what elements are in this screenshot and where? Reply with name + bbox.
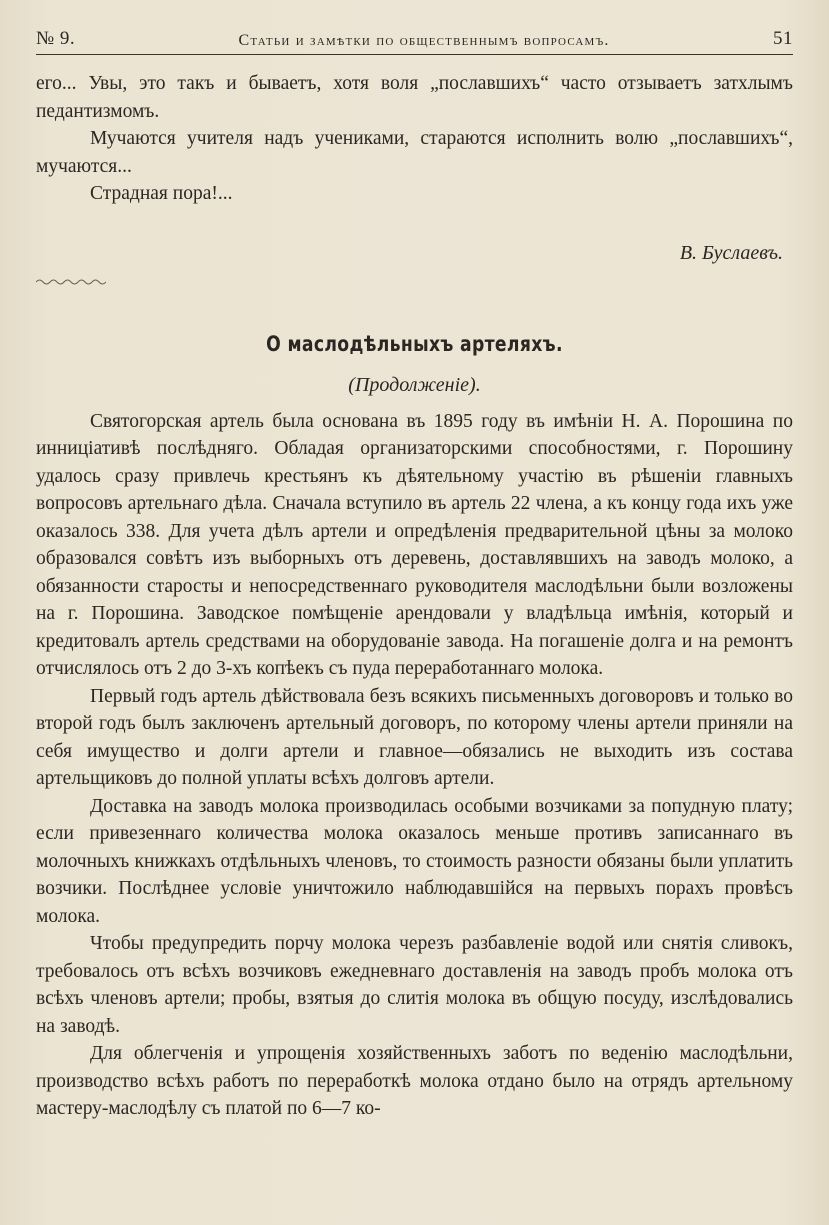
article-subtitle: (Продолженіе).: [348, 374, 481, 396]
wavy-divider-ornament: [36, 278, 106, 286]
paragraph: Чтобы предупредить порчу молока черезъ разбавленіе водой или снятія сливокъ, требовалось отъ всѣхъ возчиковъ ежедневнаго доставленія на заводъ пробъ молока отъ всѣхъ членовъ артели; пробы, взятыя до слитія молока въ общую посуду, изслѣдовались на заводѣ.: [36, 933, 793, 1037]
paragraph: Страдная пора!...: [90, 183, 233, 204]
paragraph: его... Увы, это такъ и бываетъ, хотя воля „пославшихъ“ часто отзываетъ затхлымъ педантизмомъ.: [36, 73, 793, 122]
paragraph: Мучаются учителя надъ учениками, стараются исполнить волю „пославшихъ“, мучаются...: [36, 128, 793, 177]
article-title: О маслодѣльныхъ артеляхъ.: [266, 331, 563, 356]
issue-number: № 9.: [36, 28, 76, 49]
running-header: [36, 18, 793, 55]
page-body: [36, 70, 793, 1123]
paragraph: Первый годъ артель дѣйствовала безъ всякихъ письменныхъ договоровъ и только во второй годъ былъ заключенъ артельный договоръ, по которому члены артели приняли на себя имущество и долги артели и главное—обязались не выходить изъ состава артельщиковъ до полной уплаты всѣхъ долговъ артели.: [36, 685, 793, 789]
page-number: 51: [773, 28, 793, 49]
paragraph: Для облегченія и упрощенія хозяйственныхъ заботъ по веденію маслодѣльни, производство всѣхъ работъ по переработкѣ молока отдано было на отрядъ артельному мастеру-маслодѣлу съ платой по 6—7 ко-: [36, 1043, 793, 1119]
running-title: Статьи и замѣтки по общественнымъ вопросамъ.: [238, 32, 610, 49]
author-signature: В. Буслаевъ.: [679, 241, 783, 264]
paragraph: Доставка на заводъ молока производилась особыми возчиками за попудную плату; если привезеннаго количества молока оказалось меньше противъ записаннаго въ молочныхъ книжкахъ отдѣльныхъ членовъ, то стоимость разности обязаны были уплатить возчики. Послѣднее условіе уничтожило наблюдавшійся на первыхъ порахъ провѣсъ молока.: [36, 795, 793, 927]
paragraph: Святогорская артель была основана въ 1895 году въ имѣніи Н. А. Порошина по инниціативѣ послѣдняго. Обладая организаторскими способностями, г. Порошину удалось сразу привлечь крестьянъ къ дѣятельному участію въ рѣшеніи главныхъ вопросовъ артельнаго дѣла. Сначала вступило въ артель 22 члена, а къ концу года ихъ уже оказалось 338. Для учета дѣлъ артели и опредѣленія предварительной цѣны за молоко образовался совѣтъ изъ выборныхъ отъ деревень, доставлявшихъ на заводъ молоко, а обязанности старосты и непосредственнаго руководителя маслодѣльни были возложены на г. Порошина. Заводское помѣщеніе арендовали у владѣльца имѣнія, который и кредитовалъ артель средствами на оборудованіе завода. На погашеніе долга и на ремонтъ отчислялось отъ 2 до 3-хъ копѣекъ съ пуда переработаннаго молока.: [36, 410, 793, 679]
